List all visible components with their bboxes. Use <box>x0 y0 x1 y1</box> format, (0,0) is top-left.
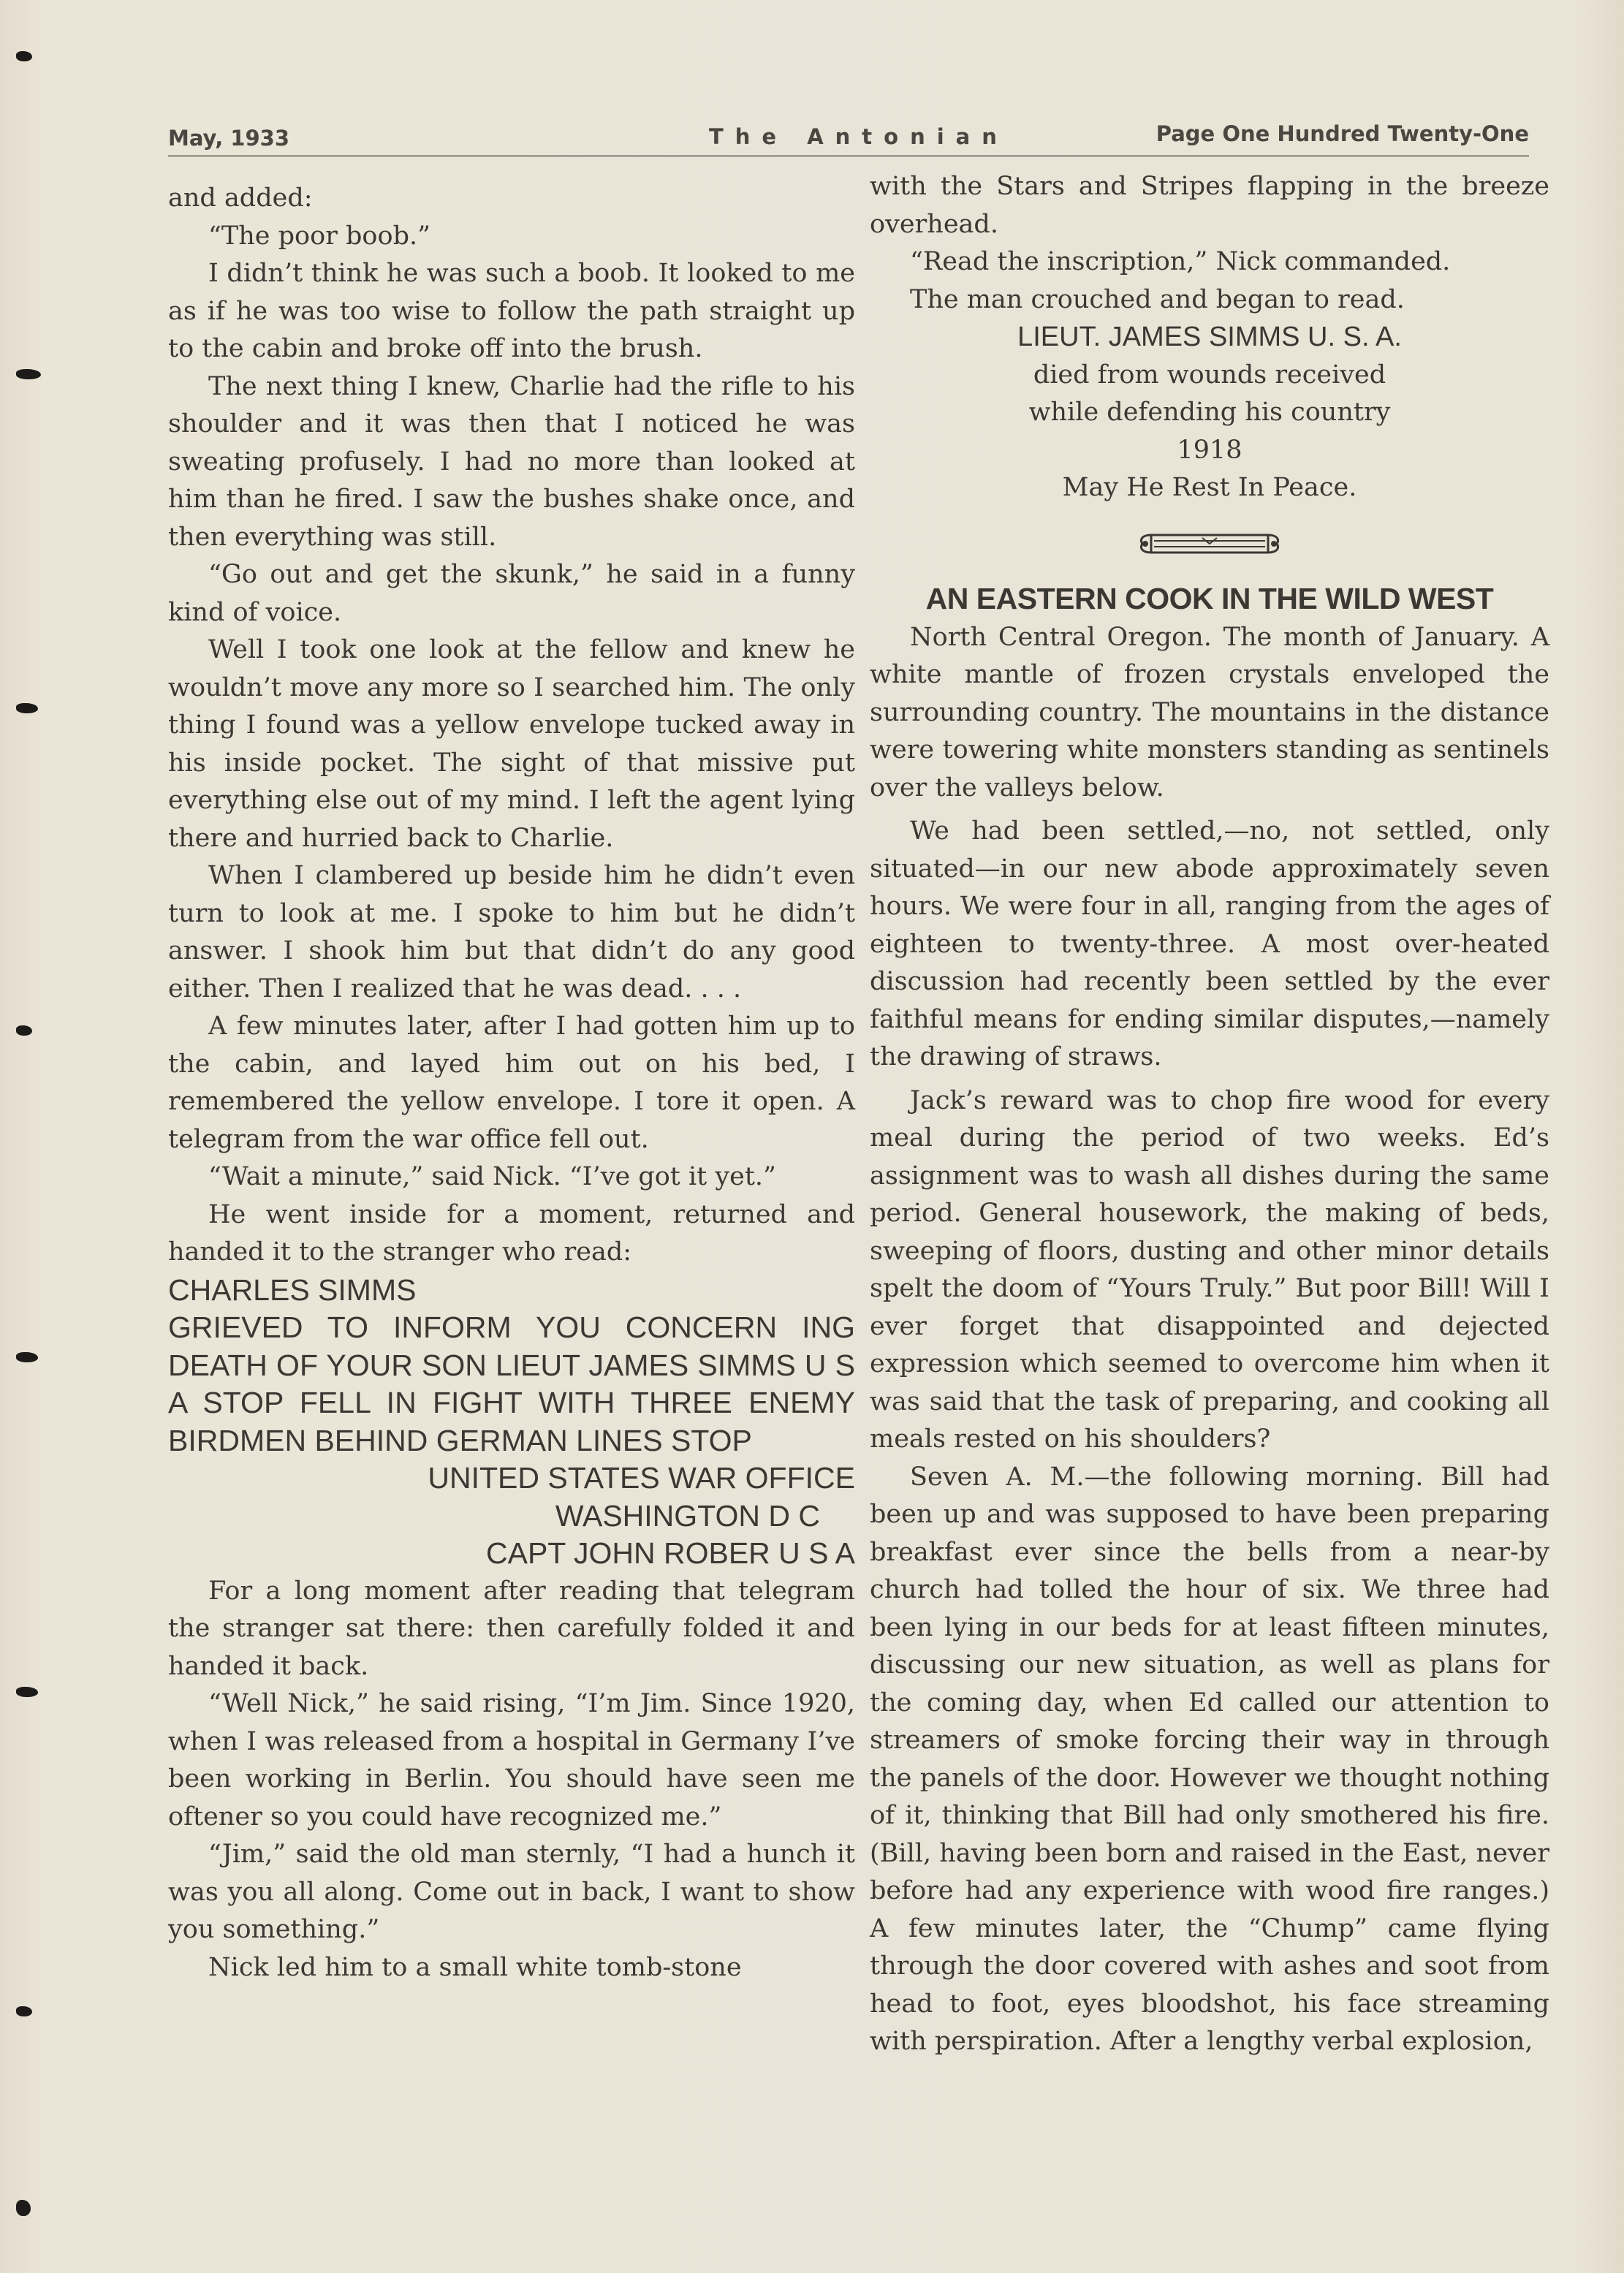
binding-hole <box>16 1687 38 1697</box>
binding-hole <box>16 703 38 713</box>
paragraph: A few minutes later, after I had gotten him up to the cabin, and layed him out on his bed, I remembered the yellow envelope. I tore it open. A telegram from the war office fell out. <box>168 1012 855 1154</box>
binding-hole <box>16 2006 32 2016</box>
inscription-line: May He Rest In Peace. <box>1062 473 1357 502</box>
paragraph: The next thing I knew, Charlie had the rifle to his shoulder and it was then that I noticed he was sweating profusely. I had no more than looked at him than he fired. I saw the bushes shake once, and then everything was still. <box>168 371 855 552</box>
paragraph: For a long moment after reading that telegram the stranger sat there: then carefully folded it and handed it back. <box>168 1576 855 1681</box>
paragraph: We had been settled,—no, not settled, only situated—in our new abode approximately seven hours. We were four in all, ranging from the ages of eighteen to twenty-three. A most over-heated discussion had recently been settled by the ever faithful means for ending similar disputes,—namely the drawing of straws. <box>870 816 1549 1071</box>
inscription-name: LIEUT. JAMES SIMMS U. S. A. <box>1017 322 1402 352</box>
left-column <box>168 180 855 1986</box>
header-publication: The Antonian <box>709 124 1009 149</box>
inscription-line: while defending his country <box>1028 398 1391 427</box>
telegram-body: GRIEVED TO INFORM YOU CONCERN ING DEATH OF YOUR SON LIEUT JAMES SIMMS U S A STOP FELL IN FIGHT WITH THREE ENEMY BIRDMEN BEHIND GERMAN LINES STOP <box>168 1310 855 1457</box>
paragraph: Well I took one look at the fellow and knew he wouldn’t move any more so I searched him. The only thing I found was a yellow envelope tucked away in his inside pocket. The sight of that missive put everything else out of my mind. I left the agent lying there and hurried back to Charlie. <box>168 635 855 853</box>
tombstone-inscription <box>870 319 1549 507</box>
binding-hole <box>16 2200 31 2216</box>
right-column <box>870 168 1549 2061</box>
paragraph: “Jim,” said the old man sternly, “I had a hunch it was you all along. Come out in back, I want to show you something.” <box>168 1840 855 1944</box>
paragraph: North Central Oregon. The month of January. A white mantle of frozen crystals enveloped the surrounding country. The mountains in the distance were towering white monsters standing as sentinels over the valleys below. <box>870 622 1549 802</box>
paragraph: He went inside for a moment, returned and handed it to the stranger who read: <box>168 1199 855 1267</box>
paragraph: with the Stars and Stripes flapping in the breeze overhead. <box>870 172 1549 239</box>
article-title: AN EASTERN COOK IN THE WILD WEST <box>925 581 1494 615</box>
inscription-line: died from wounds received <box>1033 360 1386 390</box>
paragraph: and added: <box>168 183 313 213</box>
binding-hole <box>16 369 41 379</box>
paragraph: The man crouched and began to read. <box>910 284 1405 314</box>
paragraph: “Wait a minute,” said Nick. “I’ve got it yet.” <box>208 1162 776 1191</box>
binding-hole <box>16 1352 38 1362</box>
scroll-ornament-icon <box>1137 525 1283 563</box>
paragraph: “The poor boob.” <box>208 221 430 251</box>
paragraph: “Read the inscription,” Nick commanded. <box>910 247 1451 276</box>
paragraph: I didn’t think he was such a boob. It looked to me as if he was too wise to follow the path straight up to the cabin and broke off into the brush. <box>168 259 855 363</box>
header-page-number: Page One Hundred Twenty-One <box>1156 121 1529 146</box>
paragraph: “Well Nick,” he said rising, “I’m Jim. Since 1920, when I was released from a hospital in Germany I’ve been working in Berlin. You should have seen me oftener so you could have recognized me.” <box>168 1689 855 1832</box>
binding-hole <box>16 51 32 61</box>
telegram-signature-sender: CAPT JOHN ROBER U S A <box>485 1536 855 1570</box>
binding-hole <box>16 1025 32 1036</box>
inscription-year: 1918 <box>1177 435 1242 465</box>
paragraph: When I clambered up beside him he didn’t even turn to look at me. I spoke to him but he didn’t answer. I shook him but that didn’t do any good either. Then I realized that he was dead. . . . <box>168 861 855 1003</box>
header-date: May, 1933 <box>168 126 290 151</box>
telegram <box>168 1272 855 1573</box>
paragraph: “Go out and get the skunk,” he said in a funny kind of voice. <box>168 560 855 627</box>
telegram-addressee: CHARLES SIMMS <box>168 1272 417 1307</box>
telegram-signature-office: UNITED STATES WAR OFFICE <box>428 1461 855 1495</box>
paragraph: Seven A. M.—the following morning. Bill had been up and was supposed to have been preparing breakfast ever since the bells from a near-by church had tolled the hour of six. We three had been lying in our beds for at least fifteen minutes, discussing our new situation, as well as plans for the coming day, when Ed called our attention to streamers of smoke forcing their way in through the panels of the door. However we thought nothing of it, thinking that Bill had only smothered his fire. (Bill, having been born and raised in the East, never before had any experience with wood fire ranges.) A few minutes later, the “Chump” came flying through the door covered with ashes and soot from head to foot, eyes bloodshot, his face streaming with perspiration. After a lengthy verbal explosion, <box>870 1462 1549 2056</box>
telegram-signature-city: WASHINGTON D C <box>555 1498 820 1533</box>
paragraph: Nick led him to a small white tomb-stone <box>208 1952 742 1982</box>
page-header <box>168 110 1529 157</box>
paragraph: Jack’s reward was to chop fire wood for every meal during the period of two weeks. Ed’s assignment was to wash all dishes during the same period. General housework, the making of beds, sweeping of floors, dusting and other minor details spelt the doom of “Yours Truly.” But poor Bill! Will I ever forget that disappointed and dejected expression which seemed to overcome him when it was said that the task of preparing, and cooking all meals rested on his shoulders? <box>870 1085 1549 1454</box>
